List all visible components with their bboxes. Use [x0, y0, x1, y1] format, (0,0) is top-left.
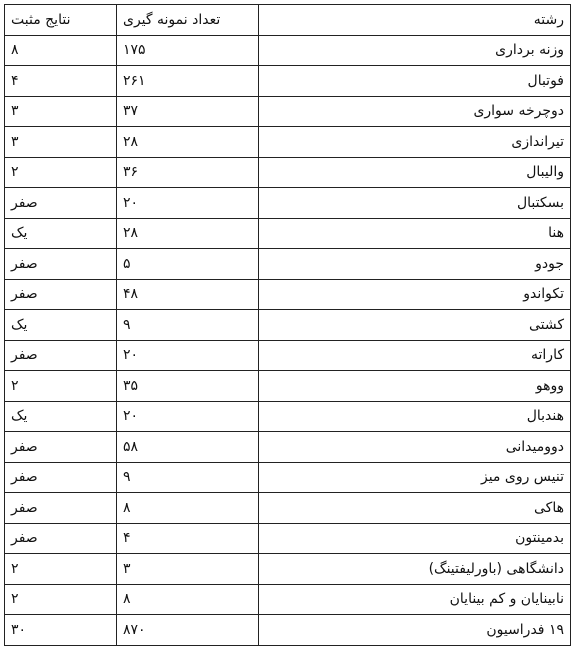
table-row — [5, 523, 571, 554]
header-sport: رشته — [259, 5, 571, 36]
cell-sport: ووهو — [259, 371, 571, 402]
cell-samples: ۹ — [117, 462, 259, 493]
cell-positive: صفر — [5, 523, 117, 554]
cell-sport: وزنه برداری — [259, 35, 571, 66]
table-row — [5, 35, 571, 66]
cell-samples: ۳۷ — [117, 96, 259, 127]
table-row — [5, 188, 571, 219]
cell-samples: ۲۰ — [117, 340, 259, 371]
cell-sport: فوتبال — [259, 66, 571, 97]
cell-sport: نابینایان و کم بینایان — [259, 584, 571, 615]
table-row — [5, 310, 571, 341]
table-row — [5, 615, 571, 646]
cell-samples: ۸۷۰ — [117, 615, 259, 646]
cell-positive: صفر — [5, 340, 117, 371]
cell-sport: ۱۹ فدراسیون — [259, 615, 571, 646]
cell-positive: ۲ — [5, 157, 117, 188]
table-header-row — [5, 5, 571, 36]
cell-positive: ۳ — [5, 96, 117, 127]
cell-sport: دوچرخه سواری — [259, 96, 571, 127]
table-row — [5, 584, 571, 615]
table-row — [5, 279, 571, 310]
cell-sport: تکواندو — [259, 279, 571, 310]
cell-positive: صفر — [5, 493, 117, 524]
cell-positive: ۴ — [5, 66, 117, 97]
cell-positive: ۳ — [5, 127, 117, 158]
cell-sport: والیبال — [259, 157, 571, 188]
cell-positive: صفر — [5, 279, 117, 310]
header-samples: تعداد نمونه گیری — [117, 5, 259, 36]
cell-sport: تیراندازی — [259, 127, 571, 158]
doping-results-table-container — [4, 4, 570, 646]
cell-positive: صفر — [5, 249, 117, 280]
cell-samples: ۲۸ — [117, 127, 259, 158]
cell-samples: ۲۰ — [117, 188, 259, 219]
table-row — [5, 340, 571, 371]
table-row — [5, 462, 571, 493]
cell-samples: ۹ — [117, 310, 259, 341]
cell-sport: هاکی — [259, 493, 571, 524]
cell-samples: ۸ — [117, 584, 259, 615]
cell-sport: هندبال — [259, 401, 571, 432]
cell-samples: ۱۷۵ — [117, 35, 259, 66]
cell-positive: صفر — [5, 462, 117, 493]
cell-positive: یک — [5, 218, 117, 249]
header-positive: نتایج مثبت — [5, 5, 117, 36]
cell-positive: ۲ — [5, 371, 117, 402]
table-row — [5, 554, 571, 585]
cell-samples: ۲۶۱ — [117, 66, 259, 97]
cell-sport: تنیس روی میز — [259, 462, 571, 493]
table-row — [5, 371, 571, 402]
table-row — [5, 157, 571, 188]
cell-positive: یک — [5, 310, 117, 341]
cell-sport: کشتی — [259, 310, 571, 341]
cell-samples: ۳ — [117, 554, 259, 585]
cell-sport: دوومیدانی — [259, 432, 571, 463]
table-row — [5, 401, 571, 432]
cell-samples: ۵۸ — [117, 432, 259, 463]
cell-positive: صفر — [5, 188, 117, 219]
cell-sport: کاراته — [259, 340, 571, 371]
cell-sport: بدمینتون — [259, 523, 571, 554]
cell-samples: ۳۶ — [117, 157, 259, 188]
table-body — [5, 35, 571, 645]
cell-positive: ۸ — [5, 35, 117, 66]
cell-positive: صفر — [5, 432, 117, 463]
cell-positive: یک — [5, 401, 117, 432]
doping-results-table — [4, 4, 571, 646]
cell-samples: ۲۰ — [117, 401, 259, 432]
cell-samples: ۴ — [117, 523, 259, 554]
cell-samples: ۵ — [117, 249, 259, 280]
cell-sport: دانشگاهی (باورلیفتینگ) — [259, 554, 571, 585]
cell-samples: ۴۸ — [117, 279, 259, 310]
cell-positive: ۲ — [5, 554, 117, 585]
table-row — [5, 432, 571, 463]
cell-sport: هنا — [259, 218, 571, 249]
table-row — [5, 66, 571, 97]
table-row — [5, 96, 571, 127]
table-row — [5, 249, 571, 280]
table-row — [5, 127, 571, 158]
cell-samples: ۸ — [117, 493, 259, 524]
cell-samples: ۳۵ — [117, 371, 259, 402]
cell-positive: ۳۰ — [5, 615, 117, 646]
table-row — [5, 218, 571, 249]
cell-sport: بسکتبال — [259, 188, 571, 219]
cell-sport: جودو — [259, 249, 571, 280]
cell-positive: ۲ — [5, 584, 117, 615]
table-row — [5, 493, 571, 524]
cell-samples: ۲۸ — [117, 218, 259, 249]
